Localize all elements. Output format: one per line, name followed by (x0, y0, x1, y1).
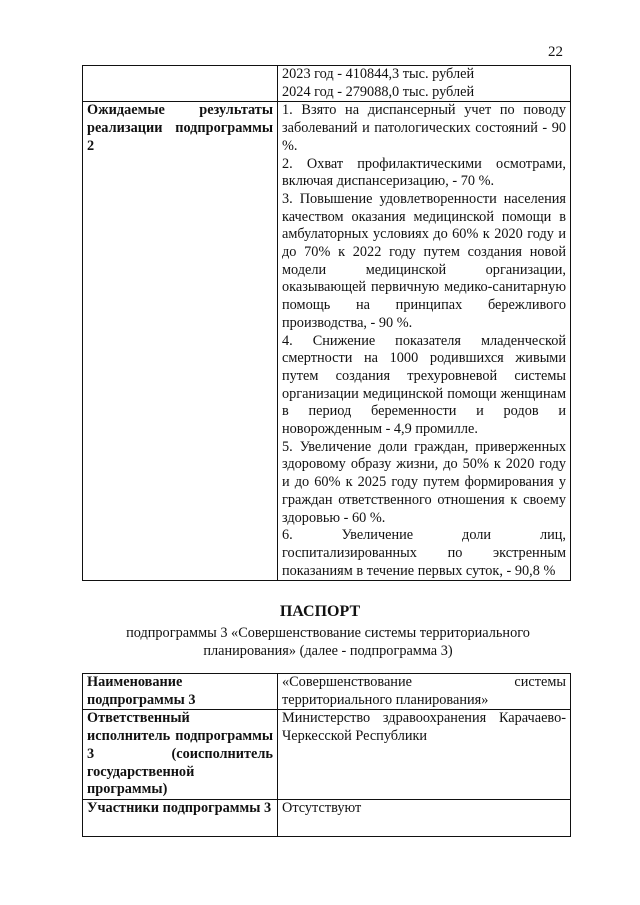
passport-table (82, 673, 571, 837)
participants-label: Участники подпрограммы 3 (83, 799, 278, 836)
subprogram-name-value: «Совершенствование системы территориального планирования» (278, 674, 571, 710)
table-row (83, 66, 571, 102)
table-row (83, 102, 571, 581)
table-row (83, 799, 571, 836)
table-row (83, 674, 571, 710)
table-row (83, 710, 571, 800)
participants-value: Отсутствуют (278, 799, 571, 836)
responsible-executor-label: Ответственный исполнитель подпрограммы 3 (соисполнитель государственной программы) (83, 710, 278, 800)
funding-label-cell (83, 66, 278, 102)
result-item-2: 2. Охват профилактическими осмотрами, включая диспансеризацию, - 70 %. (282, 155, 566, 190)
page-number: 22 (548, 44, 563, 60)
passport-title: ПАСПОРТ (279, 603, 361, 620)
passport-subtitle: подпрограммы 3 «Совершенствование системы территориального планирования» (далее - подпрограмма 3) (126, 625, 530, 659)
funding-value-cell (278, 66, 571, 102)
funding-line-2023: 2023 год - 410844,3 тыс. рублей (282, 66, 475, 82)
result-item-4: 4. Снижение показателя младенческой смертности на 1000 родившихся живыми путем создания трехуровневой системы организации медицинской помощи женщинам в период беременности и родов и новорожденным - 4,9 промилле. (282, 332, 566, 438)
result-item-3: 3. Повышение удовлетворенности населения качеством оказания медицинской помощи в амбулаторных условиях до 60% к 2020 году и до 70% к 2022 году путем создания новой модели медицинской организации, оказывающей первичную медико-санитарную помощь на принципах бережливого производства, - 90 %. (282, 190, 566, 331)
funding-results-table (82, 65, 571, 581)
responsible-executor-value: Министерство здравоохранения Карачаево-Черкесской Республики (278, 710, 571, 800)
expected-results-cell (278, 102, 571, 581)
result-item-5: 5. Увеличение доли граждан, приверженных здоровому образу жизни, до 50% к 2020 году и до 60% к 2025 году путем формирования у граждан ответственного отношения к своему здоровью - 60 %. (282, 438, 566, 526)
funding-line-2024: 2024 год - 279088,0 тыс. рублей (282, 83, 475, 100)
expected-results-label: Ожидаемые результаты реализации подпрограммы 2 (83, 102, 278, 581)
subprogram-name-label: Наименование подпрограммы 3 (83, 674, 278, 710)
result-item-1: 1. Взято на диспансерный учет по поводу заболеваний и патологических состояний - 90 %. (282, 102, 566, 154)
result-item-6: 6. Увеличение доли лиц, госпитализированных по экстренным показаниям в течение первых суток, - 90,8 % (282, 527, 566, 579)
